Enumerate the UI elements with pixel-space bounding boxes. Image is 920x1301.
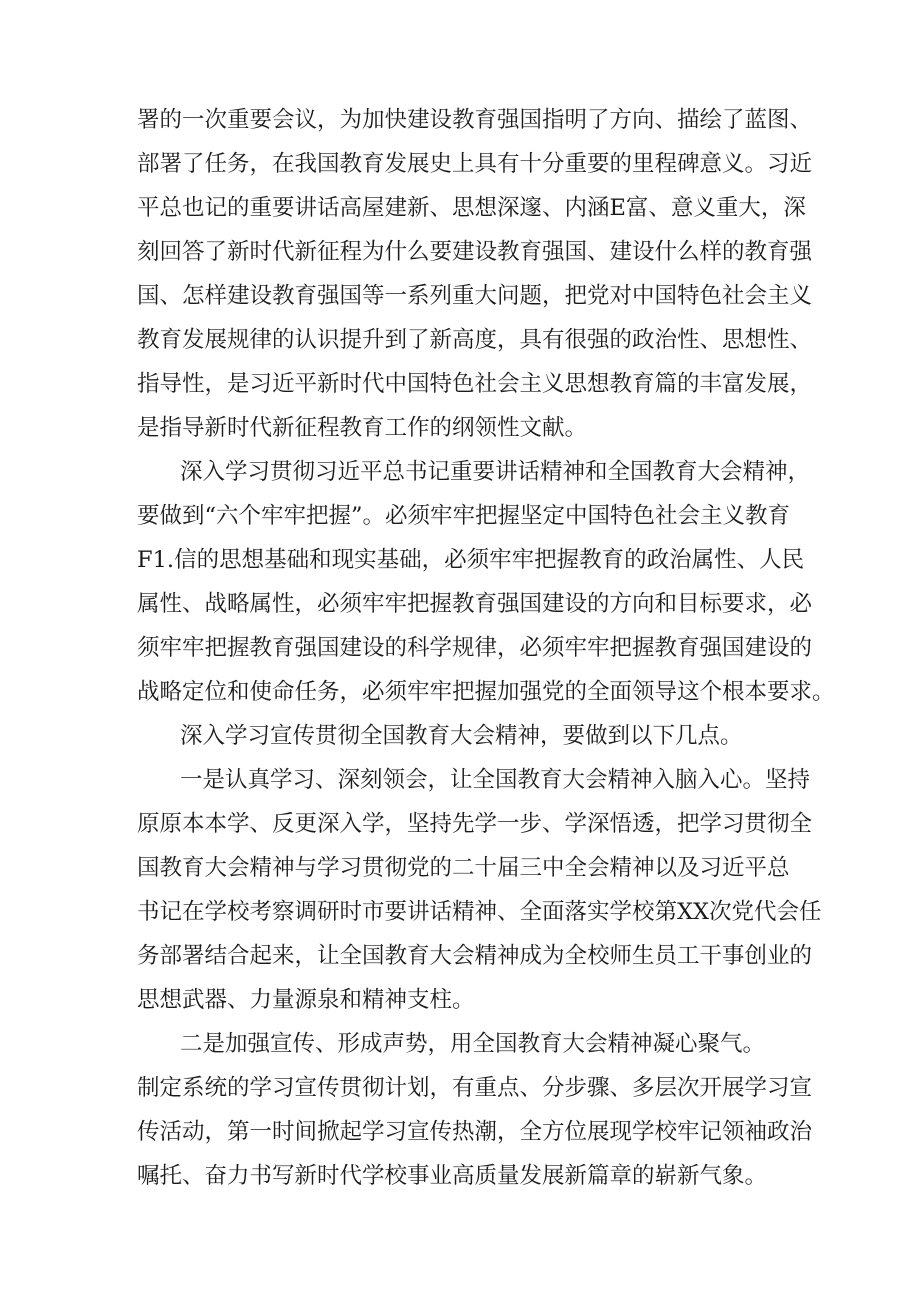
text-line-16: 一是认真学习、深刻领会，让全国教育大会精神入脑入心。坚持 <box>180 767 811 793</box>
text-line-17: 原原本本学、反更深入学，坚持先学一步、学深悟透，把学习贯彻全 <box>137 811 813 837</box>
text-line-10: 要做到“六个牢牢把握”。必须牢牢把握坚定中国特色社会主义教育 <box>137 503 791 529</box>
text-line-14: 战略定位和使命任务，必须牢牢把握加强党的全面领导这个根本要求。 <box>137 679 835 705</box>
text-line-12: 属性、战略属性，必须牢牢把握教育强国建设的方向和目标要求，必 <box>137 591 813 617</box>
text-line-5: 国、怎样建设教育强国等一系列重大问题，把党对中国特色社会主义 <box>137 283 813 309</box>
text-line-25: 嘱托、奋力书写新时代学校事业高质量发展新篇章的崭新气象。 <box>137 1163 768 1189</box>
text-line-18: 国教育大会精神与学习贯彻党的二十届三中全会精神以及习近平总 <box>137 855 790 881</box>
text-line-24: 传活动，第一时间掀起学习宣传热潮，全方位展现学校牢记领袖政治 <box>137 1119 813 1145</box>
text-line-11: F1.信的思想基础和现实基础，必须牢牢把握教育的政治属性、人民 <box>137 547 805 573</box>
text-line-8: 是指导新时代新征程教育工作的纲领性文献。 <box>137 415 588 441</box>
text-line-20: 务部署结合起来，让全国教育大会精神成为全校师生员工干事创业的 <box>137 943 813 969</box>
text-line-23: 制定系统的学习宣传贯彻计划，有重点、分步骤、多层次开展学习宣 <box>137 1075 813 1101</box>
text-line-21: 思想武器、力量源泉和精神支柱。 <box>137 987 475 1013</box>
text-line-3: 平总也记的重要讲话高屋建新、思想深邃、内涵E富、意义重大，深 <box>137 195 806 221</box>
text-line-22: 二是加强宣传、形成声势，用全国教育大会精神凝心聚气。 <box>180 1031 766 1057</box>
text-line-19: 书记在学校考察调研时市要讲话精神、全面落实学校第XX次党代会任 <box>137 899 822 925</box>
text-line-1: 署的一次重要会议，为加快建设教育强国指明了方向、描绘了蓝图、 <box>137 107 813 133</box>
text-line-4: 刻回答了新时代新征程为什么要建设教育强国、建设什么样的教育强 <box>137 239 813 265</box>
text-line-2: 部署了任务，在我国教育发展史上具有十分重要的里程碑意义。习近 <box>137 151 813 177</box>
text-line-6: 教育发展规律的认识提升到了新高度，具有很强的政治性、思想性、 <box>137 327 813 353</box>
text-line-7: 指导性，是习近平新时代中国特色社会主义思想教育篇的丰富发展， <box>137 371 813 397</box>
text-line-9: 深入学习贯彻习近平总书记重要讲话精神和全国教育大会精神， <box>180 459 811 485</box>
text-line-13: 须牢牢把握教育强国建设的科学规律，必须牢牢把握教育强国建设的 <box>137 635 813 661</box>
text-line-15: 深入学习宣传贯彻全国教育大会精神，要做到以下几点。 <box>180 723 743 749</box>
